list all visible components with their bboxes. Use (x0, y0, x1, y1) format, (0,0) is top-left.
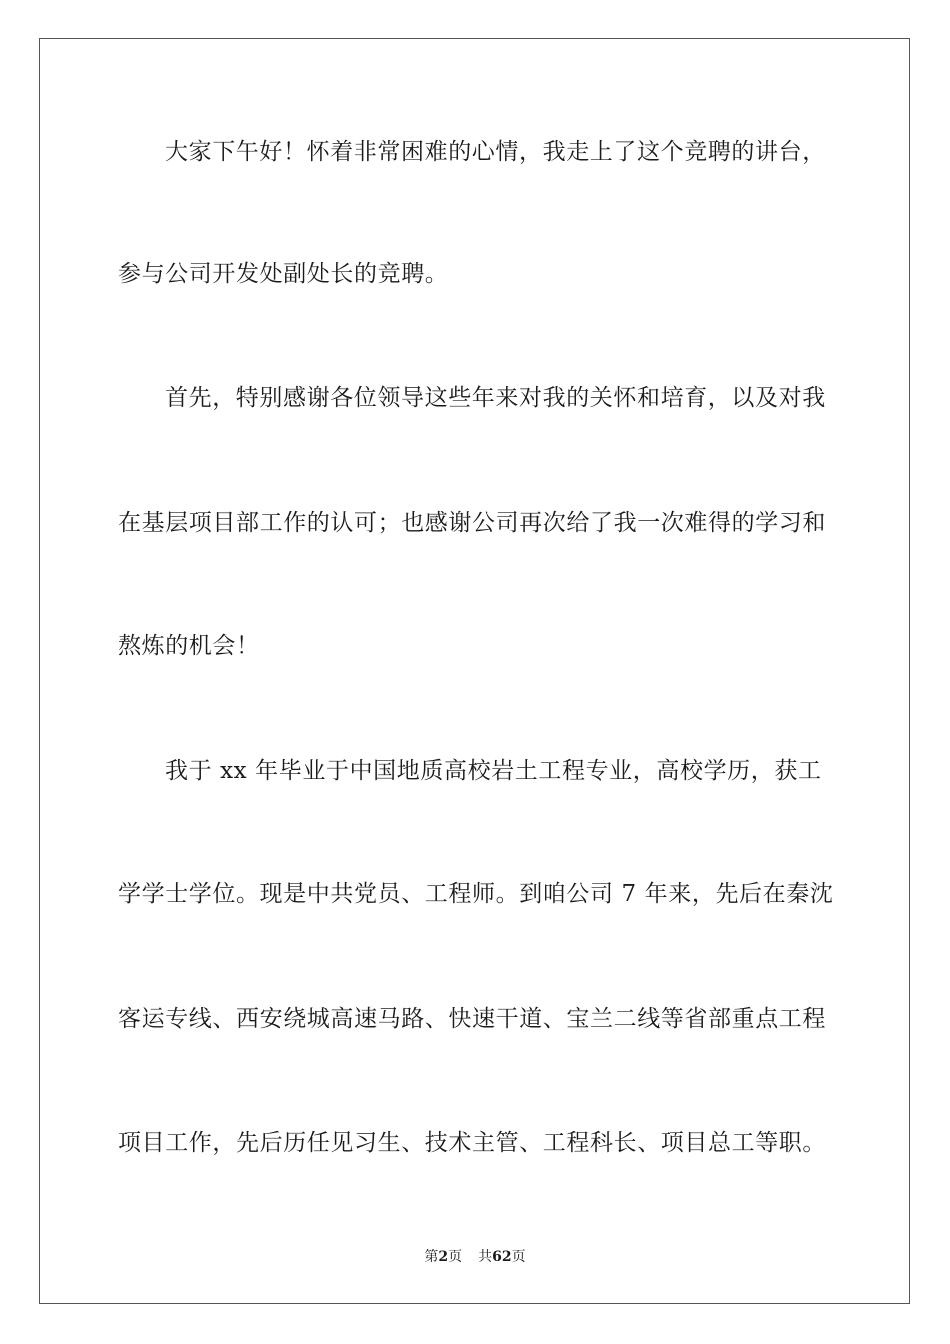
total-suffix: 页 (511, 1249, 526, 1265)
total-prefix: 共 (478, 1249, 493, 1265)
page-border (39, 38, 910, 1304)
page-footer (0, 1247, 950, 1267)
page-prefix: 第 (424, 1249, 439, 1265)
paragraph-3-line-1: 我于 xx 年毕业于中国地质高校岩土工程专业，高校学历，获工 (165, 758, 822, 784)
paragraph-1-line-2: 参与公司开发处副处长的竞聘。 (118, 261, 449, 287)
current-page-number: 2 (438, 1249, 449, 1265)
page-suffix: 页 (448, 1249, 463, 1265)
paragraph-3-line-3: 客运专线、西安绕城高速马路、快速干道、宝兰二线等省部重点工程 (118, 1006, 826, 1032)
paragraph-2-line-2: 在基层项目部工作的认可；也感谢公司再次给了我一次难得的学习和 (118, 510, 826, 536)
paragraph-3-line-4: 项目工作，先后历任见习生、技术主管、工程科长、项目总工等职。 (118, 1130, 826, 1156)
paragraph-1-line-1: 大家下午好！怀着非常困难的心情，我走上了这个竞聘的讲台， (165, 139, 826, 165)
paragraph-2-line-1: 首先，特别感谢各位领导这些年来对我的关怀和培育，以及对我 (165, 385, 826, 411)
paragraph-2-line-3: 熬炼的机会！ (118, 633, 260, 659)
paragraph-3-line-2: 学学士学位。现是中共党员、工程师。到咱公司 7 年来，先后在秦沈 (118, 881, 834, 907)
total-pages-number: 62 (492, 1249, 512, 1265)
